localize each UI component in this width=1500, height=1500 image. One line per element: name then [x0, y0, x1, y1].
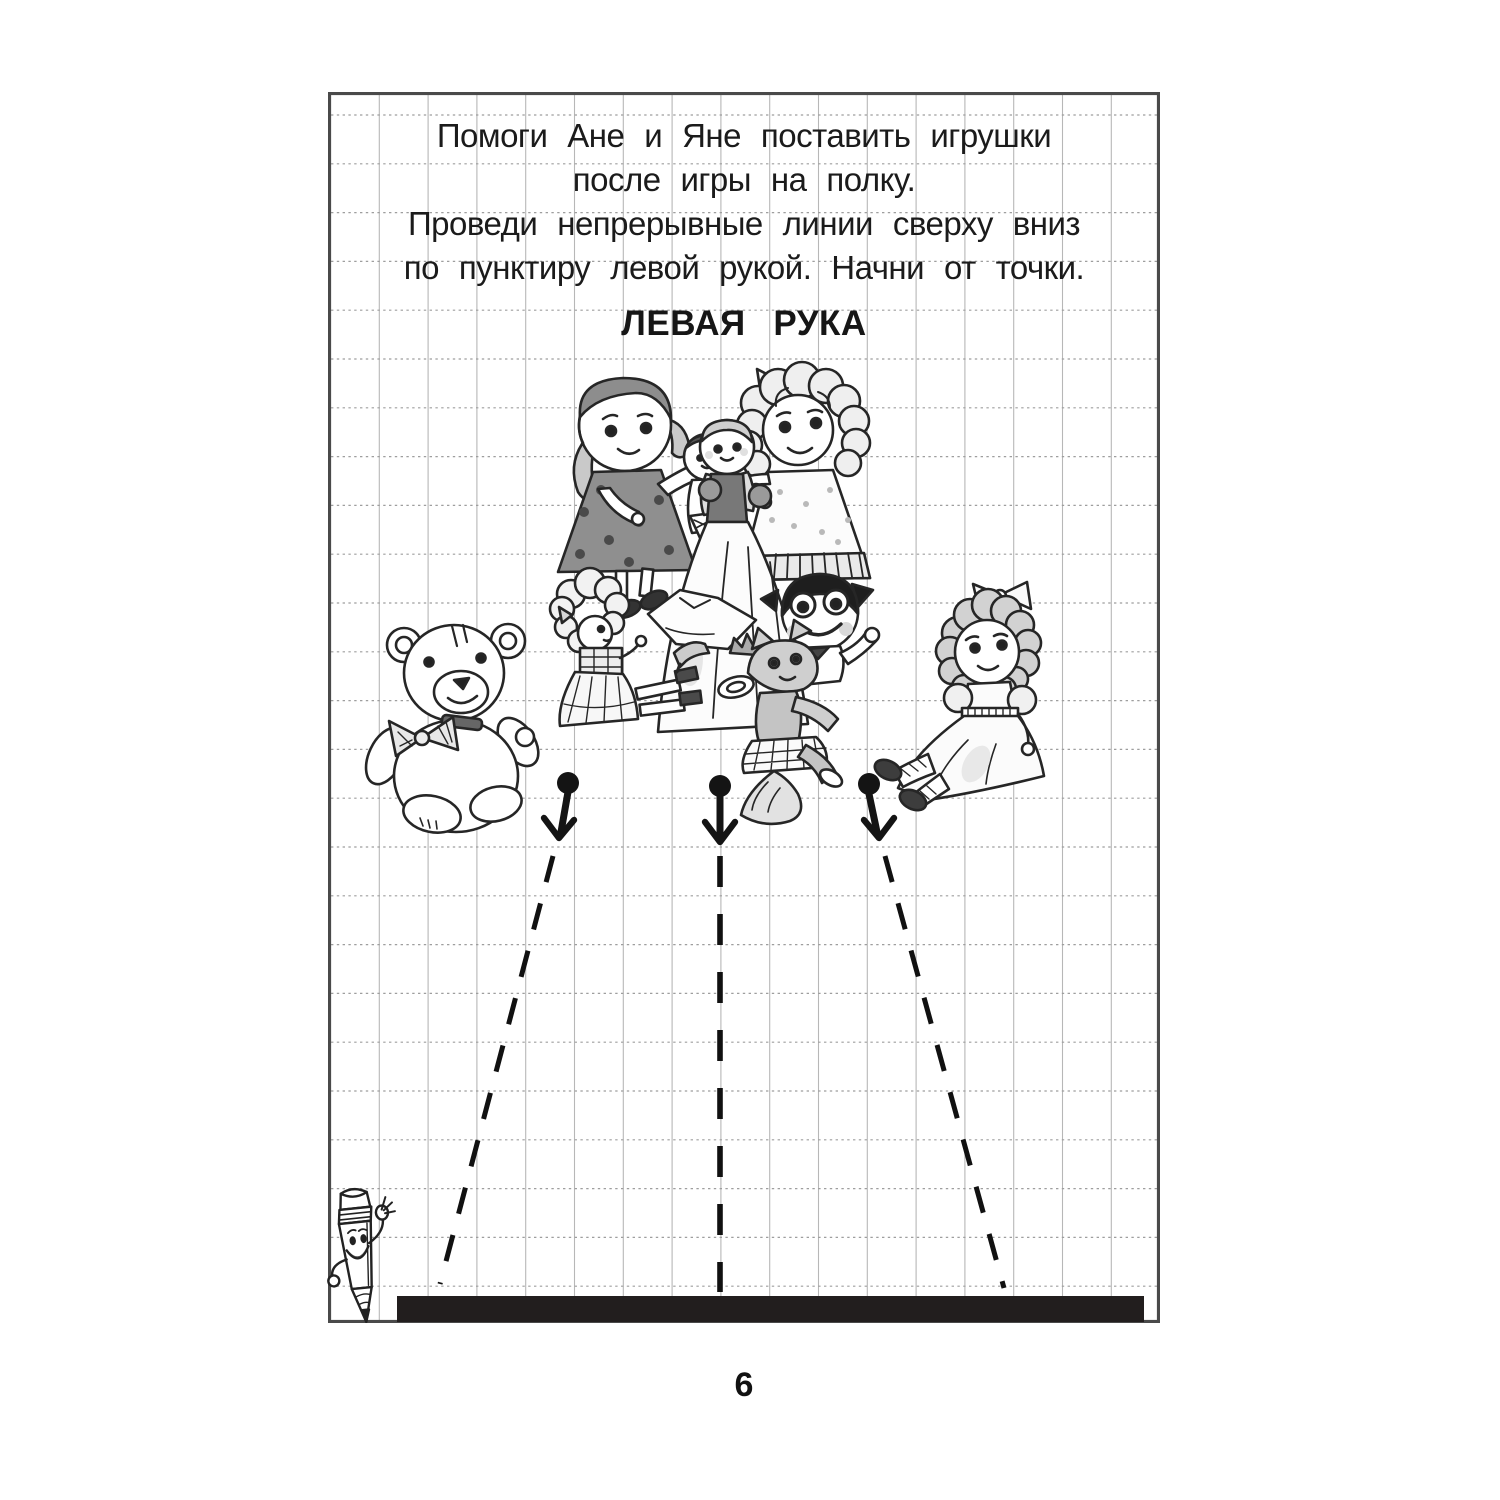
shelf-bar: [397, 1296, 1144, 1322]
instruction-line: Помоги Ане и Яне поставить игрушки: [436, 117, 1052, 154]
trace-line-right[interactable]: [885, 856, 1004, 1288]
page-title: ЛЕВАЯ РУКА: [621, 304, 867, 343]
instruction-line: по пунктиру левой рукой. Начни от точки.: [403, 249, 1085, 286]
worksheet-frame: [328, 92, 1160, 1323]
start-dot-arrow-3: [858, 773, 894, 838]
instruction-line: после игры на полку.: [572, 161, 916, 198]
instruction-line: Проведи непрерывные линии сверху вниз: [407, 205, 1081, 242]
instructions-text: [328, 114, 1160, 290]
trace-line-left[interactable]: [440, 856, 553, 1284]
start-dot-arrow-2: [705, 775, 735, 842]
sitting-doll-curly-illustration: [871, 582, 1044, 814]
teddy-bear-illustration: [358, 624, 547, 838]
page-number: 6: [734, 1366, 754, 1404]
toys-illustration: [358, 362, 1044, 838]
start-dot-arrow-1: [544, 772, 579, 838]
pencil-mascot: [316, 1182, 406, 1334]
trace-dashed-lines[interactable]: [440, 856, 1004, 1292]
